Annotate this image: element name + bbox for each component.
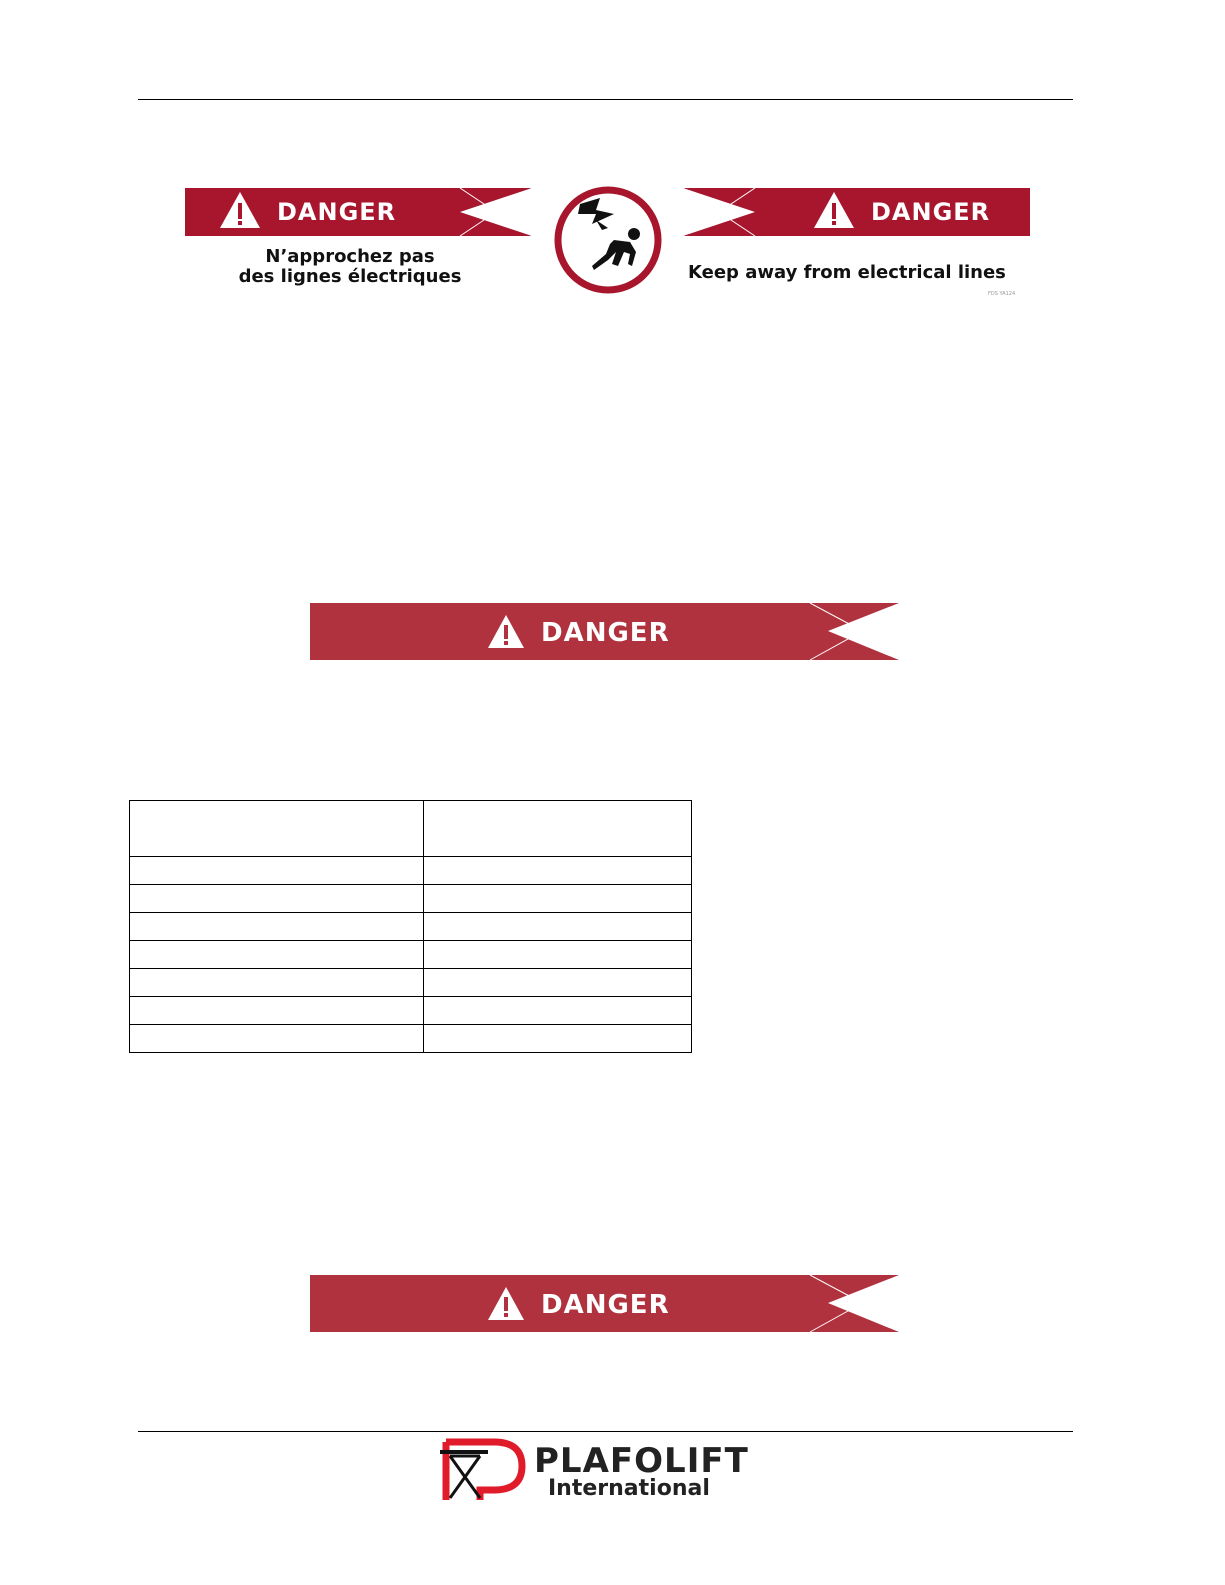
danger-banner-label: DANGER	[541, 1290, 670, 1320]
table-cell	[130, 969, 424, 997]
table-row	[130, 857, 692, 885]
table-header-cell	[424, 801, 692, 857]
table-cell	[130, 997, 424, 1025]
table-row	[130, 885, 692, 913]
sign-text-fr-line2: des lignes électriques	[238, 266, 462, 287]
header-rule	[138, 99, 1073, 100]
sign-heading-right: DANGER	[871, 198, 991, 226]
sign-text-fr-line1: N’approchez pas	[265, 246, 435, 267]
table-cell	[424, 997, 692, 1025]
table-row	[130, 969, 692, 997]
data-table	[129, 800, 692, 1053]
footer-sub: International	[548, 1476, 710, 1501]
table-cell	[424, 857, 692, 885]
table-cell	[130, 885, 424, 913]
table-cell	[130, 1025, 424, 1053]
sign-code: FDS YA124	[988, 291, 1016, 297]
table-cell	[130, 941, 424, 969]
danger-banner-label: DANGER	[541, 618, 670, 648]
table-cell	[424, 969, 692, 997]
table-row	[130, 997, 692, 1025]
plafolift-logo-icon	[436, 1438, 528, 1504]
table-cell	[424, 885, 692, 913]
table-header-row	[130, 801, 692, 857]
table-row	[130, 913, 692, 941]
table-cell	[424, 941, 692, 969]
sign-text-en: Keep away from electrical lines	[688, 262, 1006, 283]
footer-brand: PLAFOLIFT	[534, 1441, 749, 1481]
table-header-cell	[130, 801, 424, 857]
footer-rule	[138, 1431, 1073, 1432]
electrocution-hazard-icon	[552, 184, 664, 296]
table-cell	[424, 1025, 692, 1053]
table-cell	[130, 857, 424, 885]
table-row	[130, 1025, 692, 1053]
table-row	[130, 941, 692, 969]
table-cell	[424, 913, 692, 941]
table-cell	[130, 913, 424, 941]
sign-heading-left: DANGER	[277, 198, 397, 226]
